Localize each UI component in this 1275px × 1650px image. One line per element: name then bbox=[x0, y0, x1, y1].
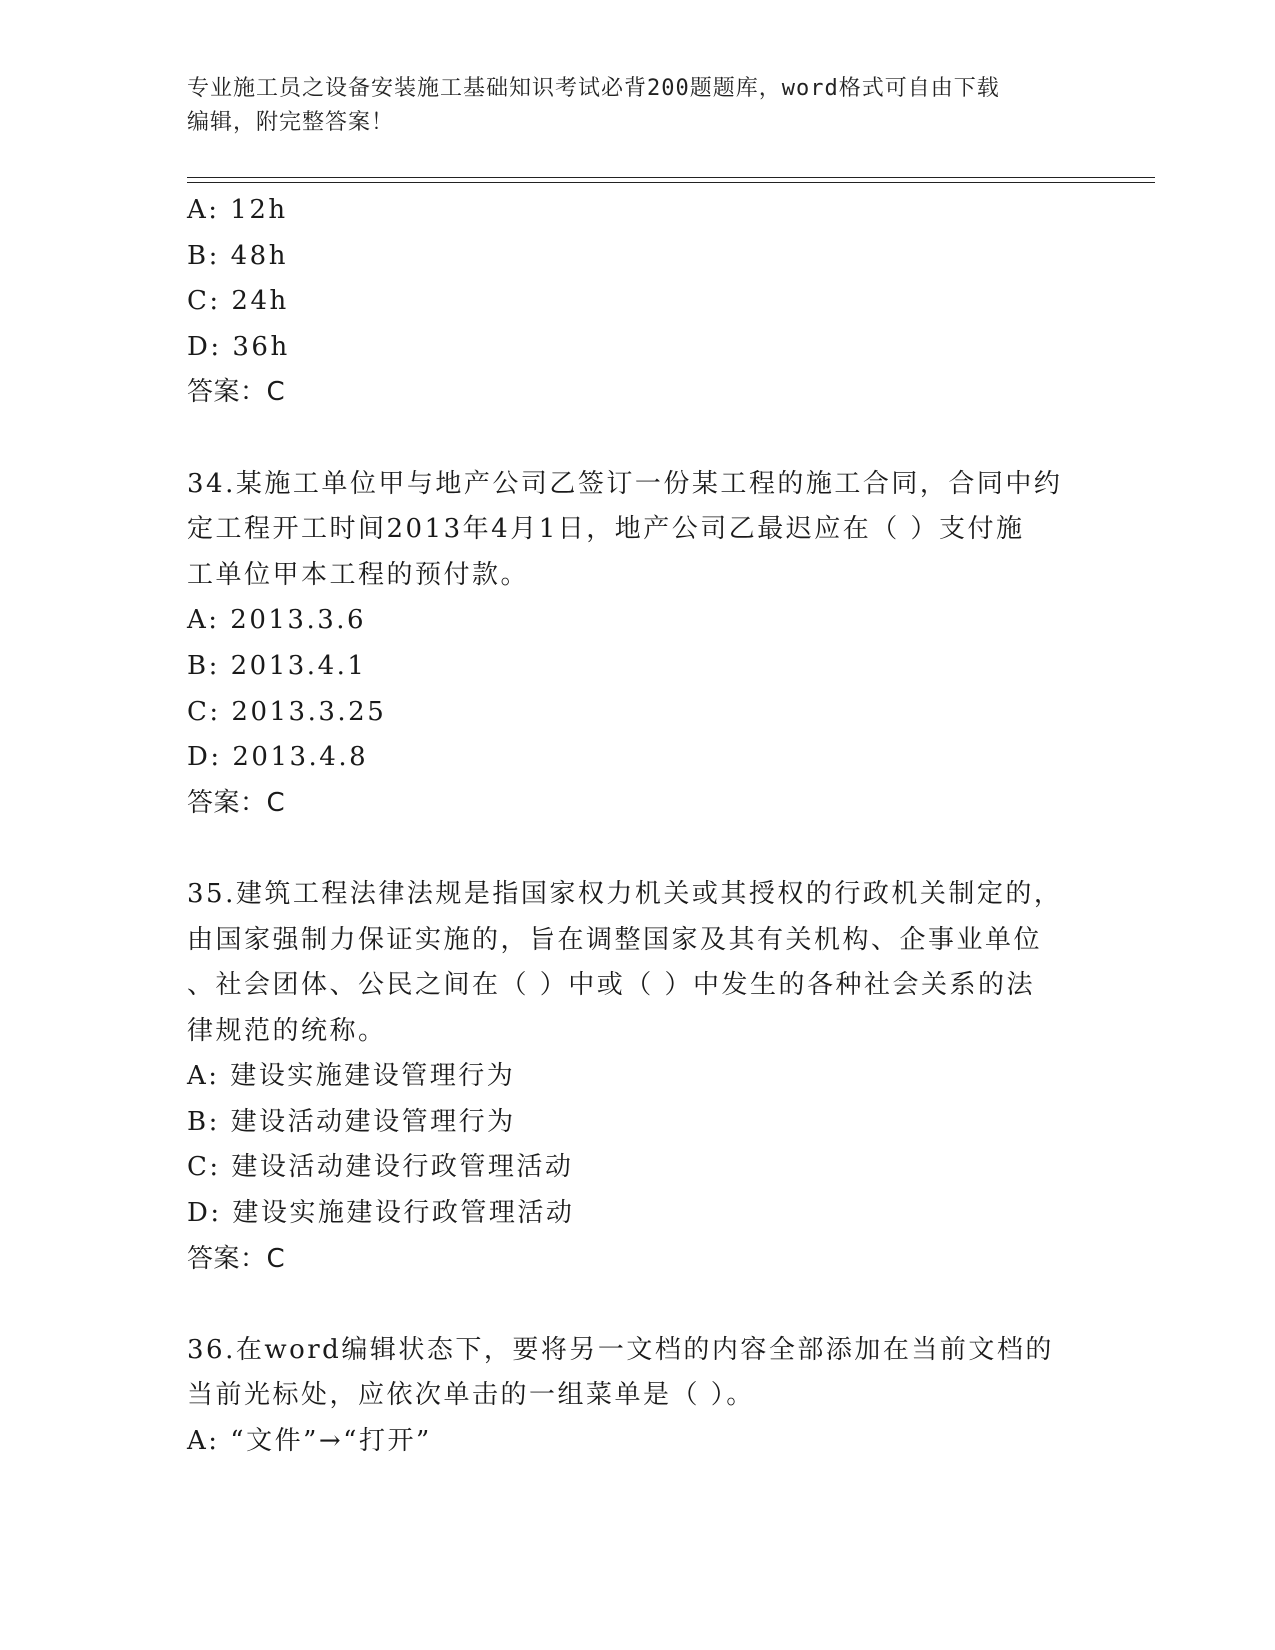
question-stem-line: 工单位甲本工程的预付款。 bbox=[187, 559, 530, 590]
option-a: A: “文件”→“打开” bbox=[187, 1426, 432, 1457]
answer: 答案：C bbox=[187, 377, 286, 408]
document-body bbox=[187, 188, 1087, 1465]
option-c: C: 24h bbox=[187, 286, 289, 317]
header-line-2: 编辑，附完整答案！ bbox=[187, 110, 395, 135]
spacer bbox=[187, 416, 1087, 462]
option-c: C: 建设活动建设行政管理活动 bbox=[187, 1152, 574, 1183]
answer: 答案：C bbox=[187, 1243, 286, 1274]
option-d: D: 36h bbox=[187, 331, 290, 362]
option-a: A: 12h bbox=[187, 195, 288, 225]
question-stem-line: 34.某施工单位甲与地产公司乙签订一份某工程的施工合同，合同中约 bbox=[187, 468, 1063, 499]
question-stem-line: 当前光标处，应依次单击的一组菜单是（ ）。 bbox=[187, 1380, 755, 1411]
question-35 bbox=[187, 872, 1087, 1282]
header-rule-bottom bbox=[187, 182, 1155, 183]
question-stem-line: 35.建筑工程法律法规是指国家权力机关或其授权的行政机关制定的， bbox=[187, 878, 1063, 909]
question-stem-line: 定工程开工时间2013年4月1日，地产公司乙最迟应在（ ）支付施 bbox=[187, 514, 1025, 545]
option-a: A: 2013.3.6 bbox=[187, 605, 367, 636]
spacer bbox=[187, 826, 1087, 872]
spacer bbox=[187, 1282, 1087, 1328]
header-line-1: 专业施工员之设备安装施工基础知识考试必背200题题库，word格式可自由下载 bbox=[187, 76, 1000, 101]
option-d: D: 2013.4.8 bbox=[187, 742, 369, 773]
question-stem-line: 36.在word编辑状态下，要将另一文档的内容全部添加在当前文档的 bbox=[187, 1334, 1054, 1365]
question-36 bbox=[187, 1328, 1087, 1465]
option-a: A: 建设实施建设管理行为 bbox=[187, 1061, 516, 1092]
option-c: C: 2013.3.25 bbox=[187, 696, 387, 727]
question-34 bbox=[187, 462, 1087, 827]
header-rule-top bbox=[187, 177, 1155, 178]
question-stem-line: 、社会团体、公民之间在（ ）中或（ ）中发生的各种社会关系的法 bbox=[187, 970, 1036, 1001]
answer: 答案：C bbox=[187, 787, 286, 818]
question-stem-line: 律规范的统称。 bbox=[187, 1015, 387, 1046]
option-b: B: 2013.4.1 bbox=[187, 650, 367, 681]
option-b: B: 建设活动建设管理行为 bbox=[187, 1106, 516, 1137]
question-33 bbox=[187, 188, 1087, 416]
option-d: D: 建设实施建设行政管理活动 bbox=[187, 1198, 575, 1229]
question-stem-line: 由国家强制力保证实施的，旨在调整国家及其有关机构、企事业单位 bbox=[187, 924, 1043, 955]
option-b: B: 48h bbox=[187, 240, 288, 271]
document-header bbox=[187, 72, 1087, 140]
